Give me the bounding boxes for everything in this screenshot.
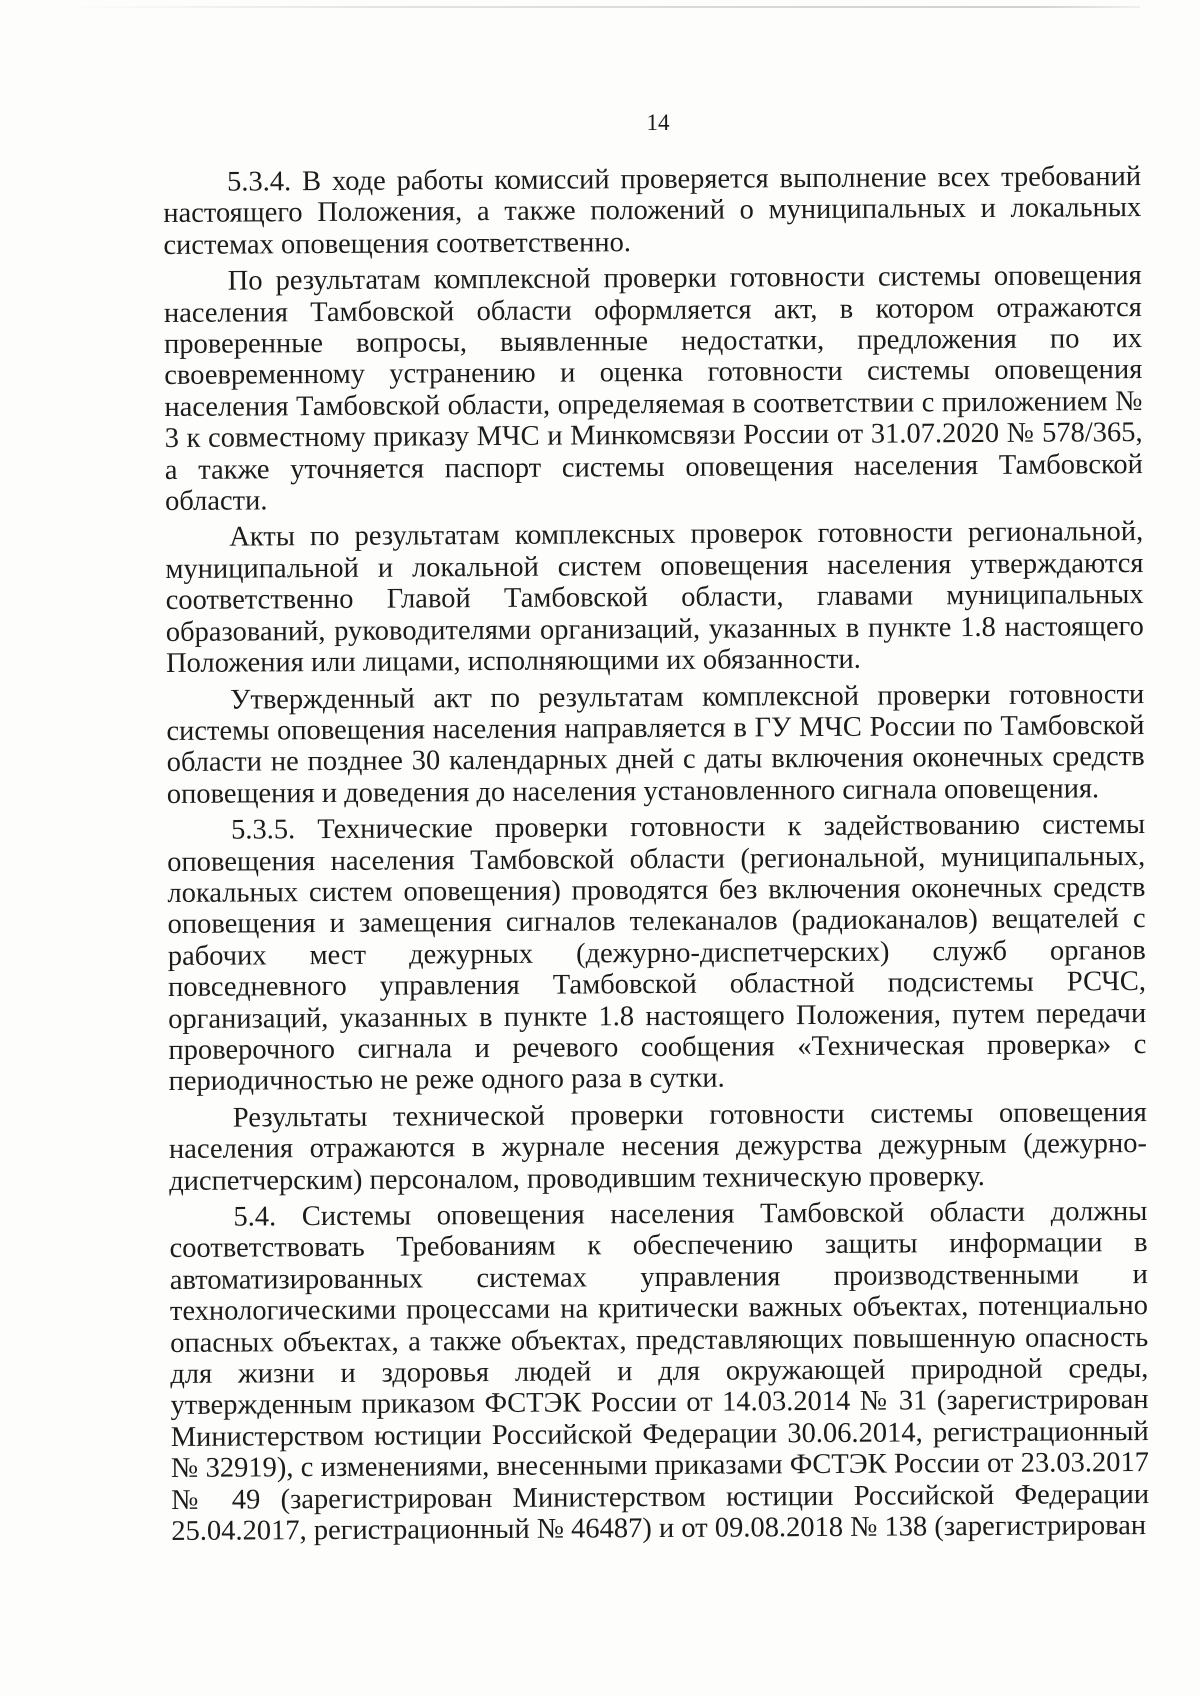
paragraph-technical-check-results: Результаты технической проверки готовности системы оповещения населения отражаются в журнале несения дежурства дежурным (дежурно-диспетчерским) персоналом, проводившим техническую проверку. xyxy=(168,1096,1148,1197)
paragraph-acts-approval: Акты по результатам комплексных проверок готовности региональной, муниципальной и локальной систем оповещения населения утверждаются соответственно Главой Тамбовской области, главами муниципальных образований, руководителями организаций, указанных в пункте 1.8 настоящего Положения или лицами, исполняющими их обязанности. xyxy=(165,516,1144,680)
page-number: 14 xyxy=(646,110,670,135)
paragraph-approved-act-submission: Утвержденный акт по результатам комплексной проверки готовности системы оповещения населения направляется в ГУ МЧС России по Тамбовской области не позднее 30 календарных дней с даты включения оконечных средств оповещения и доведения до населения установленного сигнала оповещения. xyxy=(166,678,1145,810)
paragraph-5-3-5: 5.3.5. Технические проверки готовности к задействованию системы оповещения населения Тамбовской области (региональной, муниципальных, локальных систем оповещения) проводятся без включения оконечных средств оповещения и замещения сигналов телеканалов (радиоканалов) вещателей с рабочих мест дежурных (дежурно-диспетчерских) служб органов повседневного управления Тамбовской областной подсистемы РСЧС, организаций, указанных в пункте 1.8 настоящего Положения, путем передачи проверочного сигнала и речевого сообщения «Техническая проверка» с периодичностью не реже одного раза в сутки. xyxy=(167,809,1147,1098)
scan-top-edge xyxy=(60,6,1140,8)
document-body xyxy=(163,161,1149,1547)
paragraph-check-results-act: По результатам комплексной проверки готовности системы оповещения населения Тамбовской области оформляется акт, в котором отражаются проверенные вопросы, выявленные недостатки, предложения по их своевременному устранению и оценка готовности системы оповещения населения Тамбовской области, определяемая в соответствии с приложением № 3 к совместному приказу МЧС и Минкомсвязи России от 31.07.2020 № 578/365, а также уточняется паспорт системы оповещения населения Тамбовской области. xyxy=(163,260,1143,518)
paragraph-5-4: 5.4. Системы оповещения населения Тамбовской области должны соответствовать Требованиям к обеспечению защиты информации в автоматизированных системах управления производственными и технологическими процессами на критически важных объектах, потенциально опасных объектах, а также объектах, представляющих повышенную опасность для жизни и здоровья людей и для окружающей природной среды, утвержденным приказом ФСТЭК России от 14.03.2014 № 31 (зарегистрирован Министерством юстиции Российской Федерации 30.06.2014, регистрационный № 32919), с изменениями, внесенными приказами ФСТЭК России от 23.03.2017 № 49 (зарегистрирован Министерством юстиции Российской Федерации 25.04.2017, регистрационный № 46487) и от 09.08.2018 № 138 (зарегистрирован xyxy=(169,1196,1150,1548)
paragraph-5-3-4: 5.3.4. В ходе работы комиссий проверяется выполнение всех требований настоящего Положения, а также положений о муниципальных и локальных системах оповещения соответственно. xyxy=(163,161,1142,261)
